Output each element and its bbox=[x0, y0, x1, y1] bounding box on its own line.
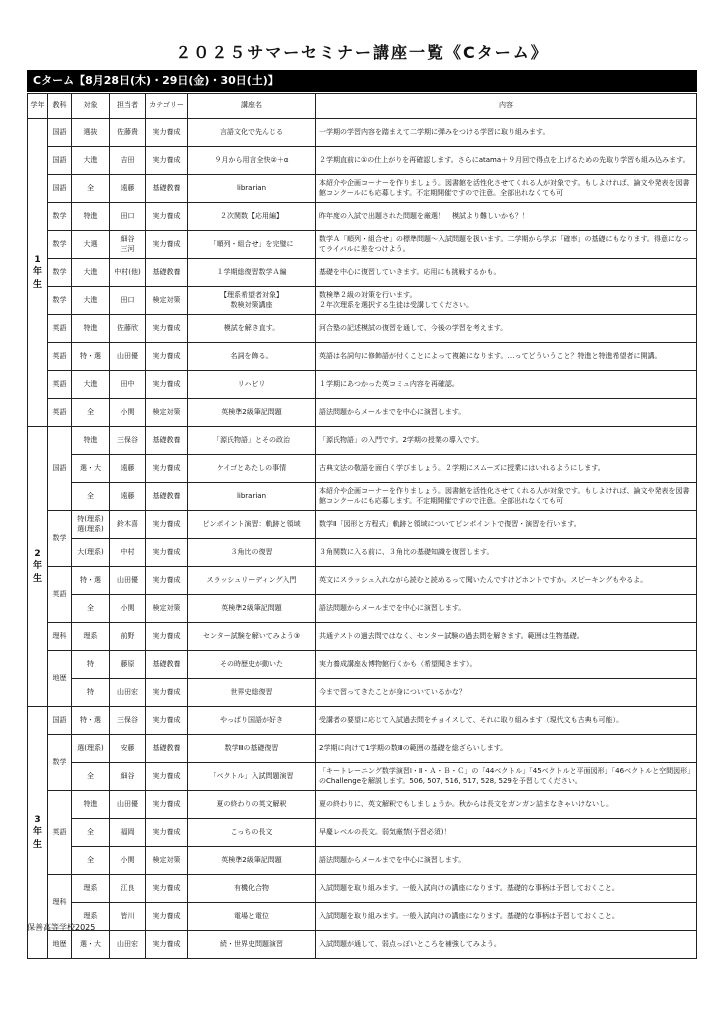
table-row bbox=[28, 231, 697, 259]
teacher-cell: 小関 bbox=[110, 595, 146, 623]
subject-cell: 英語 bbox=[48, 791, 72, 875]
teacher-cell: 細谷 bbox=[110, 763, 146, 791]
course-name-cell: その時歴史が動いた bbox=[188, 651, 316, 679]
target-cell: 大進 bbox=[72, 371, 110, 399]
content-cell: 夏の終わりに、英文解釈でもしましょうか。秋からは長文をガンガン詰まなきゃいけないし。 bbox=[316, 791, 697, 819]
target-cell: 特進 bbox=[72, 791, 110, 819]
table-row bbox=[28, 875, 697, 903]
category-cell: 実力養成 bbox=[146, 623, 188, 651]
target-cell: 選(理系) bbox=[72, 735, 110, 763]
table-row bbox=[28, 651, 697, 679]
target-cell: 大選 bbox=[72, 231, 110, 259]
course-name-cell: 【理系希望者対象】 数検対策講座 bbox=[188, 287, 316, 315]
table-row bbox=[28, 679, 697, 707]
target-cell: 特 bbox=[72, 679, 110, 707]
target-cell: 特・選 bbox=[72, 707, 110, 735]
teacher-cell: 江良 bbox=[110, 875, 146, 903]
header-target: 対象 bbox=[72, 94, 110, 119]
target-cell: 全 bbox=[72, 763, 110, 791]
subject-cell: 数学 bbox=[48, 287, 72, 315]
table-row bbox=[28, 371, 697, 399]
subject-cell: 数学 bbox=[48, 511, 72, 567]
teacher-cell: 皆川 bbox=[110, 903, 146, 931]
category-cell: 検定対策 bbox=[146, 399, 188, 427]
category-cell: 基礎教養 bbox=[146, 259, 188, 287]
table-row bbox=[28, 707, 697, 735]
teacher-cell: 田口 bbox=[110, 287, 146, 315]
grade-cell: 2 年 生 bbox=[28, 427, 48, 707]
category-cell: 基礎教養 bbox=[146, 483, 188, 511]
target-cell: 全 bbox=[72, 819, 110, 847]
category-cell: 実力養成 bbox=[146, 679, 188, 707]
table-row bbox=[28, 483, 697, 511]
target-cell: 特進 bbox=[72, 315, 110, 343]
header-content: 内容 bbox=[316, 94, 697, 119]
content-cell: 入試問題を取り組みます。一般入試向けの講座になります。基礎的な事柄は予習しておくこと。 bbox=[316, 875, 697, 903]
table-row bbox=[28, 455, 697, 483]
content-cell: 実力養成講座＆博物館行くかも（希望聞きます）。 bbox=[316, 651, 697, 679]
teacher-cell: 遠藤 bbox=[110, 175, 146, 203]
target-cell: 特(理系) 選(理系) bbox=[72, 511, 110, 539]
course-name-cell: 「源氏物語」とその政治 bbox=[188, 427, 316, 455]
subject-cell: 英語 bbox=[48, 371, 72, 399]
teacher-cell: 小関 bbox=[110, 847, 146, 875]
table-row bbox=[28, 623, 697, 651]
subject-cell: 英語 bbox=[48, 567, 72, 623]
content-cell: ２学期直前に①の仕上がりを再確認します。さらにatama＋９月回で得点を上げるための先取り学習も組み込みます。 bbox=[316, 147, 697, 175]
course-name-cell: ３角比の復習 bbox=[188, 539, 316, 567]
term-banner: Cターム【8月28日(木)・29日(金)・30日(土)】 bbox=[27, 70, 697, 92]
teacher-cell: 藤原 bbox=[110, 651, 146, 679]
category-cell: 実力養成 bbox=[146, 455, 188, 483]
course-name-cell: やっぱり国語が好き bbox=[188, 707, 316, 735]
course-name-cell: 英検準2級筆記問題 bbox=[188, 595, 316, 623]
course-name-cell: 世界史総復習 bbox=[188, 679, 316, 707]
category-cell: 基礎教養 bbox=[146, 427, 188, 455]
subject-cell: 国語 bbox=[48, 707, 72, 735]
course-name-cell: 英検準2級筆記問題 bbox=[188, 399, 316, 427]
teacher-cell: 佐藤欣 bbox=[110, 315, 146, 343]
target-cell: 特・選 bbox=[72, 567, 110, 595]
course-table bbox=[27, 93, 697, 959]
course-name-cell: センター試験を解いてみよう③ bbox=[188, 623, 316, 651]
teacher-cell: 福岡 bbox=[110, 819, 146, 847]
target-cell: 理系 bbox=[72, 903, 110, 931]
course-name-cell: １学期総復習数学Ａ編 bbox=[188, 259, 316, 287]
category-cell: 実力養成 bbox=[146, 343, 188, 371]
target-cell: 大進 bbox=[72, 287, 110, 315]
course-name-cell: 模試を解き直す。 bbox=[188, 315, 316, 343]
header-row bbox=[28, 94, 697, 119]
teacher-cell: 佐藤貴 bbox=[110, 119, 146, 147]
teacher-cell: 山田優 bbox=[110, 343, 146, 371]
course-name-cell: librarian bbox=[188, 175, 316, 203]
category-cell: 実力養成 bbox=[146, 315, 188, 343]
course-name-cell: 数学Ⅲの基礎復習 bbox=[188, 735, 316, 763]
header-teacher: 担当者 bbox=[110, 94, 146, 119]
category-cell: 実力養成 bbox=[146, 511, 188, 539]
table-row bbox=[28, 511, 697, 539]
course-name-cell: ピンポイント演習：軌跡と領域 bbox=[188, 511, 316, 539]
subject-cell: 英語 bbox=[48, 315, 72, 343]
category-cell: 実力養成 bbox=[146, 119, 188, 147]
category-cell: 検定対策 bbox=[146, 847, 188, 875]
content-cell: 「源氏物語」の入門です。2学期の授業の導入です。 bbox=[316, 427, 697, 455]
table-row bbox=[28, 847, 697, 875]
course-name-cell: 「順列・組合せ」を完璧に bbox=[188, 231, 316, 259]
content-cell: 英語は名詞句に修飾語が付くことによって複雑になります。…ってどういうこと？特進と特進希望者に開講。 bbox=[316, 343, 697, 371]
subject-cell: 国語 bbox=[48, 175, 72, 203]
category-cell: 実力養成 bbox=[146, 203, 188, 231]
teacher-cell: 山田優 bbox=[110, 791, 146, 819]
subject-cell: 国語 bbox=[48, 119, 72, 147]
table-row bbox=[28, 903, 697, 931]
subject-cell: 理科 bbox=[48, 623, 72, 651]
category-cell: 検定対策 bbox=[146, 595, 188, 623]
course-name-cell: リハビリ bbox=[188, 371, 316, 399]
course-name-cell: 夏の終わりの英文解釈 bbox=[188, 791, 316, 819]
course-name-cell: 有機化合物 bbox=[188, 875, 316, 903]
category-cell: 実力養成 bbox=[146, 819, 188, 847]
table-row bbox=[28, 735, 697, 763]
category-cell: 実力養成 bbox=[146, 231, 188, 259]
course-name-cell: ケイゴとあたしの事情 bbox=[188, 455, 316, 483]
table-row bbox=[28, 595, 697, 623]
page-title: ２０２５サマーセミナー講座一覧《Cターム》 bbox=[175, 43, 549, 62]
target-cell: 選・大 bbox=[72, 455, 110, 483]
target-cell: 大進 bbox=[72, 259, 110, 287]
teacher-cell: 遠藤 bbox=[110, 483, 146, 511]
table-row bbox=[28, 259, 697, 287]
category-cell: 実力養成 bbox=[146, 763, 188, 791]
teacher-cell: 吉田 bbox=[110, 147, 146, 175]
content-cell: 本紹介や企画コーナーを作りましょう。図書館を活性化させてくれる人が対象です。もしよければ、論文や発表を図書館コンクールにも応募します。不定期開催ですので注意。全部出れなくても可 bbox=[316, 175, 697, 203]
category-cell: 実力養成 bbox=[146, 791, 188, 819]
header-grade: 学年 bbox=[28, 94, 48, 119]
target-cell: 理系 bbox=[72, 623, 110, 651]
target-cell: 選・大 bbox=[72, 931, 110, 959]
target-cell: 特進 bbox=[72, 203, 110, 231]
teacher-cell: 細谷 三河 bbox=[110, 231, 146, 259]
category-cell: 基礎教養 bbox=[146, 735, 188, 763]
header-course-name: 講座名 bbox=[188, 94, 316, 119]
subject-cell: 英語 bbox=[48, 343, 72, 371]
table-row bbox=[28, 119, 697, 147]
content-cell: 入試問題を取り組みます。一般入試向けの講座になります。基礎的な事柄は予習しておくこと。 bbox=[316, 903, 697, 931]
category-cell: 実力養成 bbox=[146, 539, 188, 567]
content-cell: ３角関数に入る前に、３角比の基礎知識を復習します。 bbox=[316, 539, 697, 567]
category-cell: 検定対策 bbox=[146, 287, 188, 315]
target-cell: 大進 bbox=[72, 147, 110, 175]
content-cell: 本紹介や企画コーナーを作りましょう。図書館を活性化させてくれる人が対象です。もしよければ、論文や発表を図書館コンクールにも応募します。不定期開催ですので注意。全部出れなくても可 bbox=[316, 483, 697, 511]
table-row bbox=[28, 203, 697, 231]
content-cell: 数学Ａ「順列・組合せ」の標準問題～入試問題を扱います。二学期から学ぶ「確率」の基礎にもなります。得意になってライバルに差をつけよう。 bbox=[316, 231, 697, 259]
teacher-cell: 山田宏 bbox=[110, 679, 146, 707]
teacher-cell: 山田宏 bbox=[110, 931, 146, 959]
course-name-cell: 英検準2級筆記問題 bbox=[188, 847, 316, 875]
content-cell: 入試問題が通して、弱点っぽいところを補強してみよう。 bbox=[316, 931, 697, 959]
content-cell: 受講者の要望に応じて入試過去問をチョイスして、それに取り組みます（現代文も古典も可能）。 bbox=[316, 707, 697, 735]
course-name-cell: ９月から用言全快②＋α bbox=[188, 147, 316, 175]
category-cell: 実力養成 bbox=[146, 371, 188, 399]
category-cell: 基礎教養 bbox=[146, 175, 188, 203]
school-footer: 保善高等学校2025 bbox=[27, 923, 96, 932]
content-cell: 昨年度の入試で出題された問題を厳選！ 模試より難しいかも？！ bbox=[316, 203, 697, 231]
content-cell: 今まで習ってきたことが身についているかな？ bbox=[316, 679, 697, 707]
content-cell: 語法問題からメールまでを中心に演習します。 bbox=[316, 399, 697, 427]
teacher-cell: 小関 bbox=[110, 399, 146, 427]
table-row bbox=[28, 539, 697, 567]
category-cell: 実力養成 bbox=[146, 567, 188, 595]
course-name-cell: 名詞を飾る。 bbox=[188, 343, 316, 371]
course-name-cell: 電場と電位 bbox=[188, 903, 316, 931]
category-cell: 基礎教養 bbox=[146, 651, 188, 679]
teacher-cell: 中村 bbox=[110, 539, 146, 567]
target-cell: 全 bbox=[72, 595, 110, 623]
content-cell: 数検準２級の対策を行います。 ２年次理系を選択する生徒は受講してください。 bbox=[316, 287, 697, 315]
table-row bbox=[28, 931, 697, 959]
target-cell: 全 bbox=[72, 847, 110, 875]
content-cell: 語法問題からメールまでを中心に演習します。 bbox=[316, 595, 697, 623]
category-cell: 実力養成 bbox=[146, 147, 188, 175]
content-cell: 河合塾の記述模試の復習を通して、今後の学習を考えます。 bbox=[316, 315, 697, 343]
subject-cell: 地歴 bbox=[48, 651, 72, 707]
content-cell: 早慶レベルの長文。弱気厳禁(予習必須)！ bbox=[316, 819, 697, 847]
table-row bbox=[28, 791, 697, 819]
teacher-cell: 鈴木喜 bbox=[110, 511, 146, 539]
category-cell: 実力養成 bbox=[146, 931, 188, 959]
content-cell: 共通テストの過去問ではなく、センター試験の過去問を解きます。範囲は生物基礎。 bbox=[316, 623, 697, 651]
subject-cell: 数学 bbox=[48, 735, 72, 791]
target-cell: 全 bbox=[72, 399, 110, 427]
subject-cell: 数学 bbox=[48, 203, 72, 231]
content-cell: 古典文法の敬語を面白く学びましょう。２学期にスムーズに授業にはいれるようにします。 bbox=[316, 455, 697, 483]
table-row bbox=[28, 287, 697, 315]
target-cell: 大(理系) bbox=[72, 539, 110, 567]
content-cell: 数学Ⅱ「図形と方程式」軌跡と領域についてピンポイントで復習・演習を行います。 bbox=[316, 511, 697, 539]
content-cell: 2学期に向けて1学期の数Ⅲの範囲の基礎を総ざらいします。 bbox=[316, 735, 697, 763]
subject-cell: 数学 bbox=[48, 259, 72, 287]
grade-cell: 3 年 生 bbox=[28, 707, 48, 959]
table-row bbox=[28, 819, 697, 847]
course-name-cell: こっちの長文 bbox=[188, 819, 316, 847]
teacher-cell: 田中 bbox=[110, 371, 146, 399]
content-cell: 語法問題からメールまでを中心に演習します。 bbox=[316, 847, 697, 875]
teacher-cell: 三保谷 bbox=[110, 427, 146, 455]
subject-cell: 国語 bbox=[48, 147, 72, 175]
subject-cell: 英語 bbox=[48, 399, 72, 427]
target-cell: 特・選 bbox=[72, 343, 110, 371]
content-cell: １学期にあつかった英コミュ内容を再確認。 bbox=[316, 371, 697, 399]
teacher-cell: 山田優 bbox=[110, 567, 146, 595]
teacher-cell: 中村(他) bbox=[110, 259, 146, 287]
target-cell: 特 bbox=[72, 651, 110, 679]
course-name-cell: ２次関数【応用編】 bbox=[188, 203, 316, 231]
course-name-cell: スラッシュリーディング入門 bbox=[188, 567, 316, 595]
target-cell: 全 bbox=[72, 483, 110, 511]
table-row bbox=[28, 399, 697, 427]
subject-cell: 数学 bbox=[48, 231, 72, 259]
course-name-cell: 続・世界史問題演習 bbox=[188, 931, 316, 959]
subject-cell: 地歴 bbox=[48, 931, 72, 959]
course-name-cell: 言語文化で先んじる bbox=[188, 119, 316, 147]
table-row bbox=[28, 567, 697, 595]
content-cell: 英文にスラッシュ入れながら読むと読めるって聞いたんですけどホントですか。スピーキングもやるよ。 bbox=[316, 567, 697, 595]
grade-cell: 1 年 生 bbox=[28, 119, 48, 427]
teacher-cell: 前野 bbox=[110, 623, 146, 651]
table-row bbox=[28, 763, 697, 791]
content-cell: 一学期の学習内容を踏まえて二学期に弾みをつける学習に取り組みます。 bbox=[316, 119, 697, 147]
category-cell: 実力養成 bbox=[146, 903, 188, 931]
subject-cell: 理科 bbox=[48, 875, 72, 931]
table-row bbox=[28, 147, 697, 175]
content-cell: 基礎を中心に復習していきます。応用にも挑戦するかも。 bbox=[316, 259, 697, 287]
category-cell: 実力養成 bbox=[146, 707, 188, 735]
target-cell: 理系 bbox=[72, 875, 110, 903]
target-cell: 選抜 bbox=[72, 119, 110, 147]
teacher-cell: 安藤 bbox=[110, 735, 146, 763]
target-cell: 全 bbox=[72, 175, 110, 203]
table-row bbox=[28, 427, 697, 455]
course-name-cell: librarian bbox=[188, 483, 316, 511]
category-cell: 実力養成 bbox=[146, 875, 188, 903]
course-name-cell: 「ベクトル」入試問題演習 bbox=[188, 763, 316, 791]
table-row bbox=[28, 315, 697, 343]
subject-cell: 国語 bbox=[48, 427, 72, 511]
table-row bbox=[28, 343, 697, 371]
teacher-cell: 田口 bbox=[110, 203, 146, 231]
header-subject: 教科 bbox=[48, 94, 72, 119]
header-category: カテゴリー bbox=[146, 94, 188, 119]
teacher-cell: 遠藤 bbox=[110, 455, 146, 483]
target-cell: 特進 bbox=[72, 427, 110, 455]
teacher-cell: 三保谷 bbox=[110, 707, 146, 735]
content-cell: 「キートレーニング数学演習Ⅰ・Ⅱ・Ａ・Ｂ・Ｃ」の「44ベクトル」「45ベクトルと平面図形」「46ベクトルと空間図形」のChallengeを解説します。506, 507, 516, 517, 528, 529を予習してください。 bbox=[316, 763, 697, 791]
table-row bbox=[28, 175, 697, 203]
